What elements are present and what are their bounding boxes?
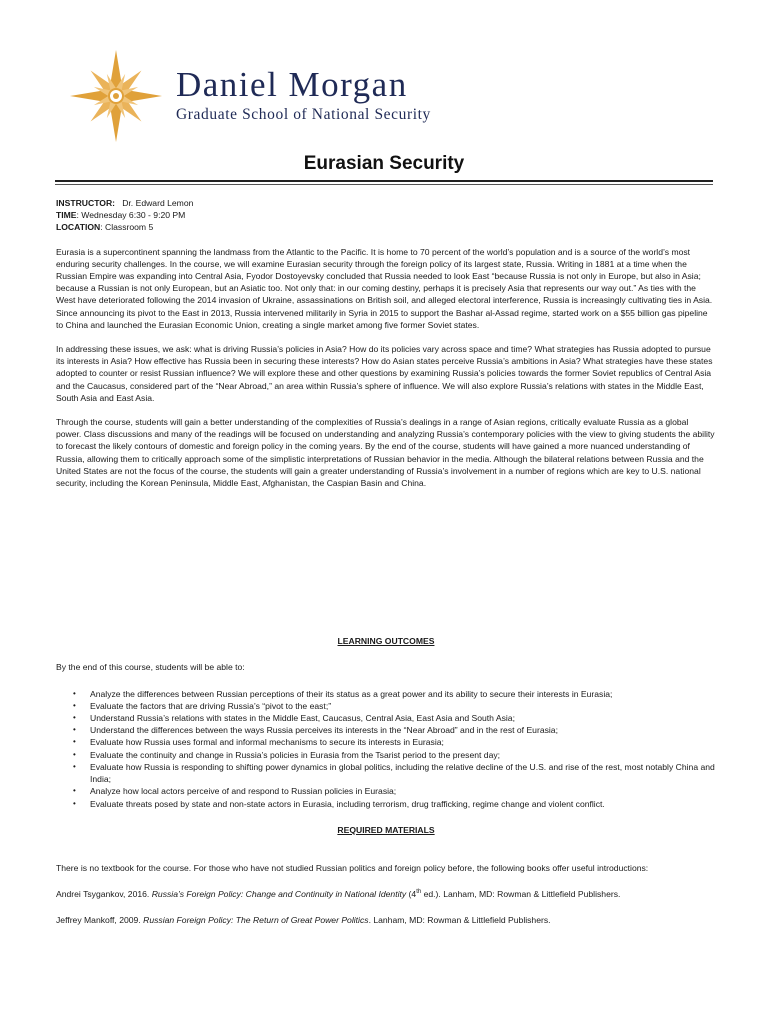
header-logo bbox=[66, 48, 706, 148]
list-item: • Evaluate how Russia uses formal and informal mechanisms to secure its interests in Eurasia; bbox=[73, 737, 444, 748]
time-value: : Wednesday 6:30 - 9:20 PM bbox=[76, 210, 186, 221]
location-line bbox=[56, 221, 716, 233]
bullet-icon: • bbox=[73, 688, 76, 698]
learning-outcomes-heading: LEARNING OUTCOMES bbox=[337, 636, 435, 647]
compass-star-icon bbox=[66, 48, 166, 144]
bullet-icon: • bbox=[73, 761, 76, 771]
brand-name: Daniel Morgan bbox=[176, 65, 408, 104]
list-item: • Evaluate the factors that are driving Russia’s “pivot to the east;” bbox=[73, 700, 332, 711]
paragraph: In addressing these issues, we ask: what is driving Russia’s policies in Asia? How do its policies vary across space and time? What strategies has Russia adopted to pursue its interests in Asia? How effective has Russia been in securing these interests? How do Asian states perceive Russia’s ambitions in Asia? What strategies have these states adopted to counter or resist Russian influence? We will explore these and other questions by examining Russia’s policies towards the former Soviet republics of Central Asia and the Caucasus, considered part of the “Near Abroad,” an area within Russia’s sphere of influence. We will also explore Russia’s relations with states in the Middle East, South Asia and East Asia. bbox=[56, 344, 713, 403]
time-line bbox=[56, 209, 716, 221]
list-item: • Evaluate threats posed by state and non-state actors in Eurasia, including terrorism, drug trafficking, regime change and violent conflict. bbox=[73, 798, 605, 809]
location-value: : Classroom 5 bbox=[100, 222, 154, 233]
list-item: • Analyze how local actors perceive of and respond to Russian policies in Eurasia; bbox=[73, 786, 397, 797]
bullet-icon: • bbox=[73, 700, 76, 710]
instructor-label: INSTRUCTOR: bbox=[56, 198, 116, 208]
list-item: • Understand Russia’s relations with states in the Middle East, Caucasus, Central Asia, East Asia and South Asia; bbox=[73, 713, 515, 724]
reference-item: Andrei Tsygankov, 2016. Russia’s Foreign Policy: Change and Continuity in National Identity (4th ed.). Lanham, MD: Rowman & Littlefield Publishers. bbox=[56, 889, 621, 900]
brand-subtitle: Graduate School of National Security bbox=[176, 106, 431, 123]
course-title: Eurasian Security bbox=[303, 153, 465, 174]
instructor-line bbox=[56, 197, 716, 209]
list-item: • Understand the differences between the ways Russia perceives its interests in the “Near Abroad” and in the rest of Eurasia; bbox=[73, 725, 558, 736]
title-rule-thin bbox=[55, 184, 713, 185]
instructor-value: Dr. Edward Lemon bbox=[122, 198, 194, 208]
list-item: • Evaluate the continuity and change in Russia’s policies in Eurasia from the Tsarist period to the present day; bbox=[73, 749, 501, 760]
bullet-icon: • bbox=[73, 798, 76, 808]
bullet-icon: • bbox=[73, 737, 76, 747]
learning-outcomes-list bbox=[56, 688, 716, 810]
title-rule-thick bbox=[55, 180, 713, 182]
bullet-icon: • bbox=[73, 713, 76, 723]
bullet-icon: • bbox=[73, 786, 76, 796]
brand-block bbox=[176, 66, 431, 124]
location-label: LOCATION bbox=[56, 222, 101, 233]
list-item: • Analyze the differences between Russian perceptions of their its status as a great power and its ability to secure their interests in Eurasia; bbox=[73, 688, 613, 699]
reference-title: Russia’s Foreign Policy: Change and Continuity in National Identity bbox=[151, 889, 407, 900]
reference-item: Jeffrey Mankoff, 2009. Russian Foreign Policy: The Return of Great Power Politics. Lanham, MD: Rowman & Littlefield Publishers. bbox=[56, 915, 551, 926]
learning-outcomes-intro: By the end of this course, students will be able to: bbox=[56, 662, 245, 673]
bullet-icon: • bbox=[73, 749, 76, 759]
paragraph: Eurasia is a supercontinent spanning the landmass from the Atlantic to the Pacific. It is home to 70 percent of the world’s population and is a source of the world’s most enduring security challenges. In the course, we will examine Eurasian security through the foreign policy of its largest state, Russia. Writing in 1881 at a time when the Russian Empire was expanding into Central Asia, Fyodor Dostoyevsky concluded that Russia needed to look East “because Russia is not only in Europe, but also in Asia; because a Russian is not only European, but an Asiatic too. Not only that: in our coming destiny, perhaps it is precisely Asia that represents our way out.” As ties with the West have deteriorated following the 2014 invasion of Ukraine, assassinations on British soil, and alleged electoral interference, Russia is increasingly cultivating ties in Asia. Since announcing its pivot to the East in 2013, Russia intervened militarily in Syria in 2015 to support the Bashar al-Assad regime, started work on a $55 billion gas pipeline to China and launched the Eurasian Economic Union, creating a single market among five former Soviet states. bbox=[56, 246, 713, 330]
list-item: • Evaluate how Russia is responding to shifting power dynamics in global politics, including the relative decline of the U.S. and rise of the rest, most notably China and India; bbox=[73, 761, 715, 785]
bullet-icon: • bbox=[73, 725, 76, 735]
document-body bbox=[56, 197, 716, 927]
required-materials-intro: There is no textbook for the course. For those who have not studied Russian politics and foreign policy before, the following books offer useful introductions: bbox=[56, 862, 649, 873]
required-materials-heading: REQUIRED MATERIALS bbox=[337, 824, 435, 835]
paragraph: Through the course, students will gain a better understanding of the complexities of Russia’s dealings in a range of Asian regions, critically evaluate Russia as a global power. Class discussions and many of the readings will be focused on understanding and analyzing Russia’s contemporary policies with the view to giving students the ability to forecast the likely contours of domestic and foreign policy in the coming years. By the end of the course, students will have gained a more nuanced understanding of Russia, allowing them to critically approach some of the simplistic interpretations of Russian behavior in the media. Although the bilateral relations between Russia and the United States are not the focus of the course, the students will gain a greater understanding of Russia’s involvement in a number of regions which are key to U.S. national security, including the Korean Peninsula, Middle East, Afghanistan, the Caspian Basin and China. bbox=[56, 417, 715, 489]
reference-title: Russian Foreign Policy: The Return of Great Power Politics bbox=[143, 915, 369, 926]
time-label: TIME bbox=[56, 210, 77, 221]
